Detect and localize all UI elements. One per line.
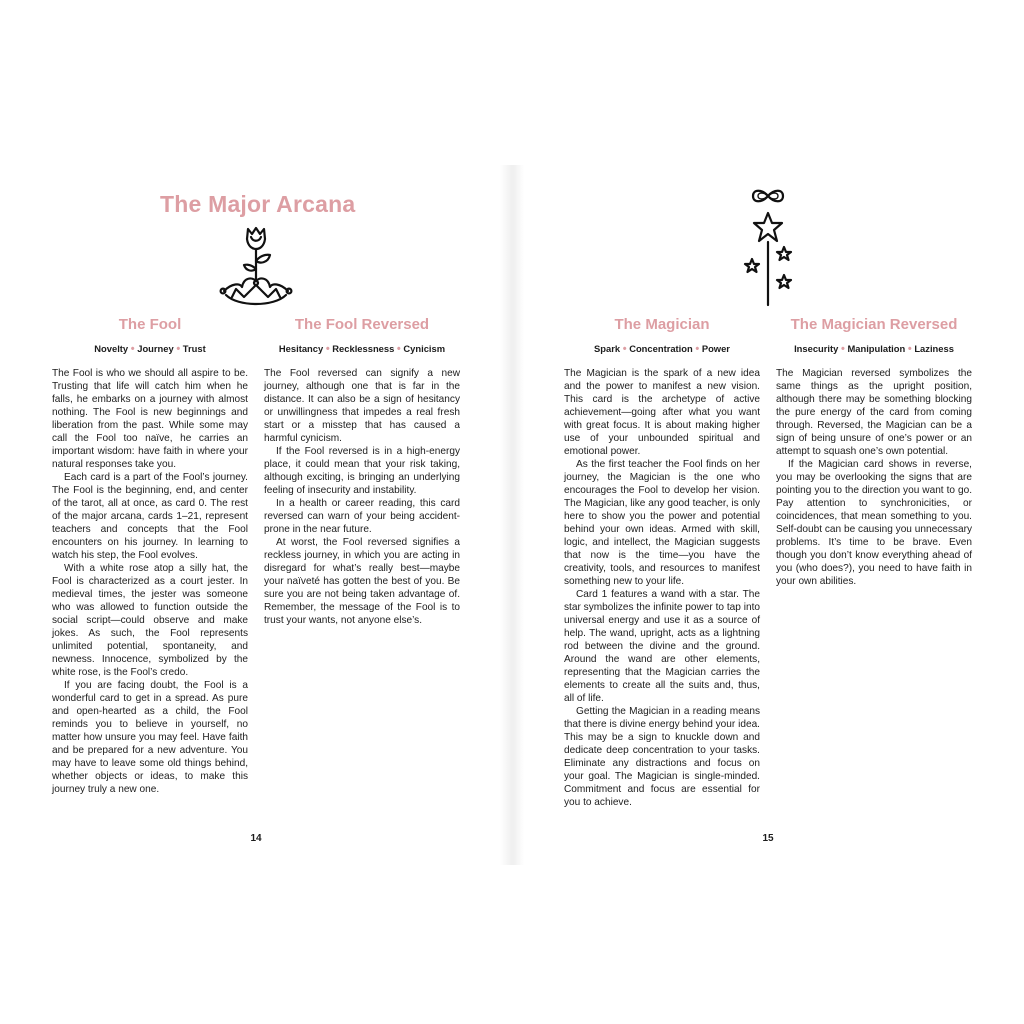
- fool-section: [52, 316, 248, 796]
- keyword: Novelty: [94, 343, 129, 354]
- keyword: Power: [701, 343, 730, 354]
- paragraph: The Magician reversed symbolizes the same things as the upright position, although there may be something blocking the pure energy of the card from coming through. Reversed, the Magician can be a sign of being unsure of one’s power or an attempt to squash one’s own potential.: [776, 368, 972, 457]
- section-heading: The Magician Reversed: [790, 316, 958, 333]
- page-number: 15: [762, 833, 774, 844]
- keywords: [564, 343, 760, 355]
- paragraph: Each card is a part of the Fool’s journey. The Fool is the beginning, end, and center of the tarot, all at once, as card 0. The rest of the major arcana, cards 1–21, represent teachers and concepts that the Fool encounters on his journey. In learning to watch his step, the Fool evolves.: [52, 472, 248, 561]
- magician-wand-icon: [740, 186, 796, 308]
- paragraph: With a white rose atop a silly hat, the Fool is characterized as a court jester. In medieval times, the jester was someone who was allowed to function outside the social script—could observe and make jokes. As such, the Fool represents unlimited potential, spontaneity, and newness. Innocence, symbolized by the white rose, is the Fool’s credo.: [52, 563, 248, 678]
- keyword: Laziness: [914, 343, 954, 354]
- bullet-dot-icon: •: [176, 343, 181, 355]
- bullet-dot-icon: •: [396, 343, 401, 355]
- section-heading: The Fool: [118, 316, 182, 333]
- paragraph: Getting the Magician in a reading means that there is divine energy behind your idea. This may be a sign to knuckle down and dedicate deep concentration to your tasks. Eliminate any distractions and focus on your goal. The Magician is single-minded. Commitment and focus are essential for you to achieve.: [564, 706, 760, 808]
- bullet-dot-icon: •: [840, 343, 845, 355]
- paragraph: The Fool reversed can signify a new journey, although one that is far in the distance. It can also be a sign of hesitancy or unwillingness that impedes a real fresh start or a misstep that has caused a harmful cynicism.: [264, 368, 460, 444]
- section-body: [564, 367, 760, 809]
- magician-section: [564, 316, 760, 809]
- bullet-dot-icon: •: [907, 343, 912, 355]
- magician-reversed-section: [776, 316, 972, 588]
- paragraph: At worst, the Fool reversed signifies a reckless journey, in which you are acting in disregard for what’s really best—maybe your naïveté has gotten the best of you. Be sure you are not being taken advantage of. Remember, the message of the Fool is to trust your wants, not anyone else’s.: [264, 537, 460, 626]
- paragraph: The Magician is the spark of a new idea and the power to manifest a new vision. This card is the archetype of active achievement—going after what you want with great focus. It is about making higher use of your unbounded spiritual and emotional power.: [564, 368, 760, 457]
- paragraph: In a health or career reading, this card reversed can warn of your being accident-prone in the near future.: [264, 498, 460, 535]
- section-body: [52, 367, 248, 796]
- page-gutter: [500, 165, 524, 865]
- fool-reversed-section: [264, 316, 460, 627]
- keyword: Manipulation: [847, 343, 906, 354]
- paragraph: If the Fool reversed is in a high-energy place, it could mean that your risk taking, although exciting, is bringing an underlying feeling of insecurity and instability.: [264, 446, 460, 496]
- paragraph: If the Magician card shows in reverse, you may be overlooking the signs that are pointing you to the direction you want to go. Pay attention to synchronicities, or coincidences, that mean something to you. Self-doubt can be causing you unnecessary problems. It’s time to be brave. Even though you don’t know everything ahead of you (who does?), you need to have faith in your own abilities.: [776, 459, 972, 587]
- bullet-dot-icon: •: [325, 343, 330, 355]
- paragraph: Card 1 features a wand with a star. The star symbolizes the infinite power to tap into universal energy and use it as a source of help. The wand, upright, acts as a lightning rod between the divine and the ground. Around the wand are other elements, representing that the Magician carries the elements to create all the suits and, thus, all of life.: [564, 589, 760, 704]
- keyword: Trust: [182, 343, 206, 354]
- bullet-dot-icon: •: [130, 343, 135, 355]
- page-title: The Major Arcana: [160, 191, 356, 217]
- section-heading: The Magician: [614, 316, 710, 333]
- paragraph: The Fool is who we should all aspire to be. Trusting that life will catch him when he falls, he embarks on a journey with almost nothing. The Fool is new beginnings and liberation from the past. While some may call the Fool too naïve, he carries an important wisdom: have faith in where your natural responses take you.: [52, 368, 248, 470]
- keyword: Journey: [137, 343, 174, 354]
- keyword: Cynicism: [403, 343, 446, 354]
- keyword: Insecurity: [794, 343, 839, 354]
- keywords: [264, 343, 460, 355]
- page-number: 14: [250, 833, 262, 844]
- keywords: [52, 343, 248, 355]
- section-heading: The Fool Reversed: [294, 316, 430, 333]
- rose-crown-icon: [218, 225, 294, 309]
- keyword: Recklessness: [332, 343, 395, 354]
- keyword: Hesitancy: [278, 343, 324, 354]
- section-body: [776, 367, 972, 588]
- keyword: Concentration: [629, 343, 693, 354]
- keyword: Spark: [594, 343, 621, 354]
- bullet-dot-icon: •: [695, 343, 700, 355]
- section-body: [264, 367, 460, 627]
- paragraph: If you are facing doubt, the Fool is a wonderful card to get in a spread. As pure and open-hearted as a child, the Fool reminds you to believe in yourself, no matter how unsure you may feel. Have faith and be prepared for a new adventure. You may have to leave some old things behind, whether objects or ideas, to make this journey truly a new one.: [52, 680, 248, 795]
- bullet-dot-icon: •: [622, 343, 627, 355]
- keywords: [776, 343, 972, 355]
- paragraph: As the first teacher the Fool finds on her journey, the Magician is the one who encourages the Fool to develop her vision. The Magician, like any good teacher, is only here to show you the power and potential behind your own ideas. Armed with skill, logic, and intellect, the Magician suggests that now is the time—you have the creativity, tools, and resources to manifest something new to your life.: [564, 459, 760, 587]
